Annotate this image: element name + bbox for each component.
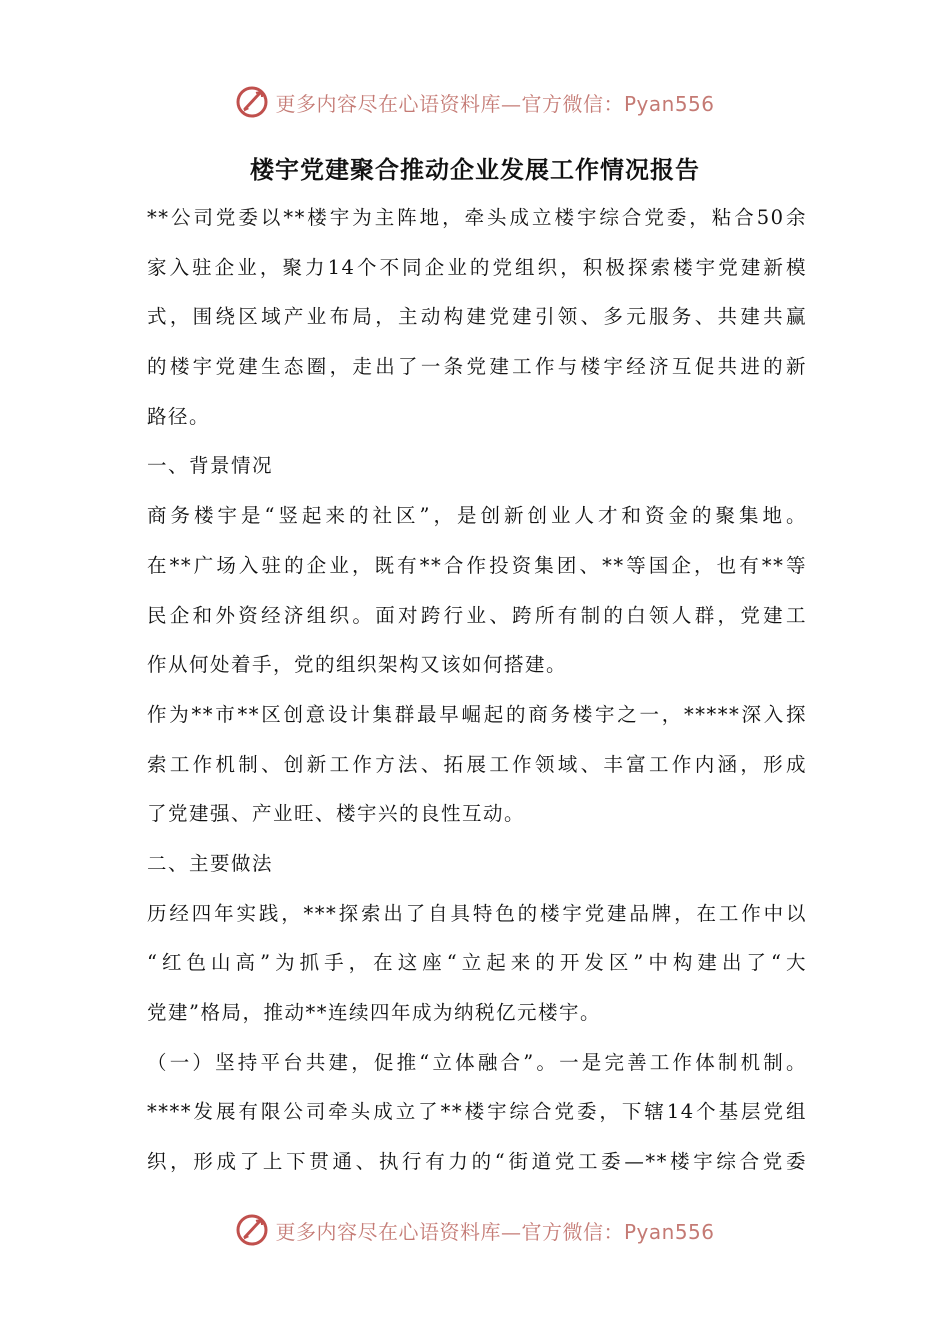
body-line: 索工作机制、创新工作方法、拓展工作领域、丰富工作内涵，形成 xyxy=(147,752,807,776)
watermark-wechat-id: Pyan556 xyxy=(623,1219,715,1244)
body-line: 家入驻企业，聚力14个不同企业的党组织，积极探索楼宇党建新模 xyxy=(147,255,807,279)
document-title: 楼宇党建聚合推动企业发展工作情况报告 xyxy=(250,155,700,184)
body-line: **公司党委以**楼宇为主阵地，牵头成立楼宇综合党委，粘合50余 xyxy=(147,206,807,229)
section-heading: 二、主要做法 xyxy=(147,851,274,875)
body-line: 的楼宇党建生态圈，走出了一条党建工作与楼宇经济互促共进的新 xyxy=(147,355,807,379)
body-line: 作为**市**区创意设计集群最早崛起的商务楼宇之一，*****深入探 xyxy=(147,702,807,726)
pen-logo-icon xyxy=(235,1213,269,1247)
body-line: 民企和外资经济组织。面对跨行业、跨所有制的白领人群，党建工 xyxy=(147,603,807,627)
watermark-text: 更多内容尽在心语资料库—官方微信：Pyan556 xyxy=(275,1219,715,1244)
body-line: 路径。 xyxy=(147,404,211,428)
watermark-wechat-id: Pyan556 xyxy=(623,91,715,116)
body-line: 式，围绕区域产业布局，主动构建党建引领、多元服务、共建共赢 xyxy=(147,305,807,329)
body-line: （一）坚持平台共建，促推“立体融合”。一是完善工作体制机制。 xyxy=(147,1050,807,1074)
body-line: 商务楼宇是“竖起来的社区”，是创新创业人才和资金的聚集地。 xyxy=(147,504,807,528)
body-line: ****发展有限公司牵头成立了**楼宇综合党委，下辖14个基层党组 xyxy=(147,1100,807,1124)
watermark-text: 更多内容尽在心语资料库—官方微信：Pyan556 xyxy=(275,91,715,116)
body-line: 作从何处着手，党的组织架构又该如何搭建。 xyxy=(147,653,568,677)
watermark-header xyxy=(0,82,950,122)
pen-logo-icon xyxy=(235,85,269,119)
body-line: 织，形成了上下贯通、执行有力的“街道党工委—**楼宇综合党委 xyxy=(147,1150,807,1174)
watermark-footer xyxy=(0,1210,950,1250)
document-body xyxy=(147,198,807,1192)
body-line: 在**广场入驻的企业，既有**合作投资集团、**等国企，也有**等 xyxy=(147,553,807,577)
body-line: 历经四年实践，***探索出了自具特色的楼宇党建品牌，在工作中以 xyxy=(147,901,807,925)
body-line: 了党建强、产业旺、楼宇兴的良性互动。 xyxy=(147,802,526,826)
body-line: “红色山高”为抓手，在这座“立起来的开发区”中构建出了“大 xyxy=(147,951,807,975)
section-heading: 一、背景情况 xyxy=(147,454,274,478)
body-line: 党建”格局，推动**连续四年成为纳税亿元楼宇。 xyxy=(147,1001,601,1024)
